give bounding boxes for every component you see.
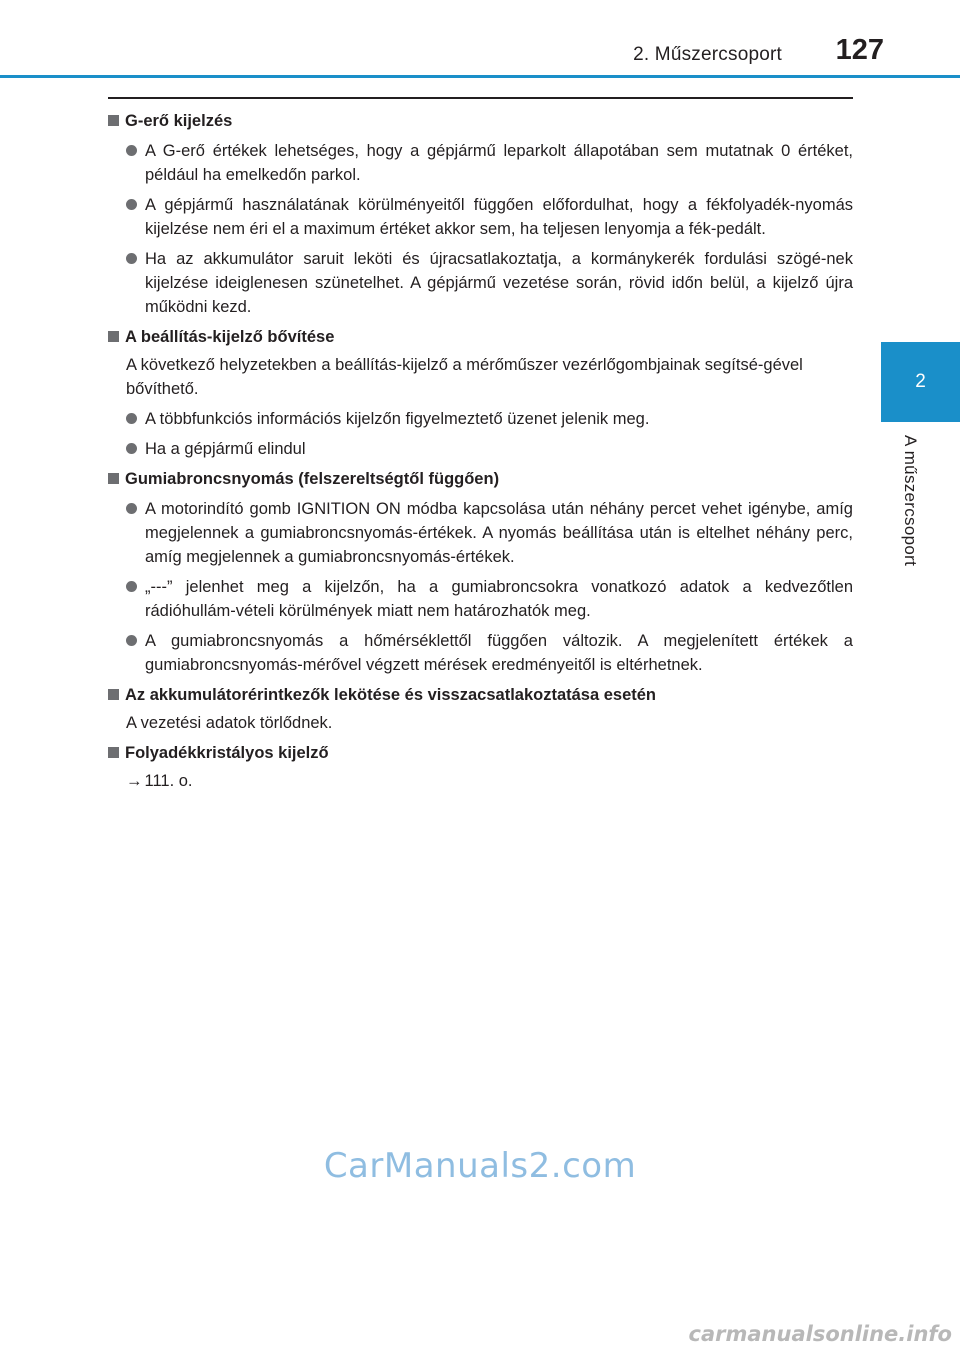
square-bullet-icon (108, 689, 119, 700)
list-item-text: A többfunkciós információs kijelzőn figyelmeztető üzenet jelenik meg. (145, 410, 650, 428)
list-item (126, 629, 853, 677)
square-bullet-icon (108, 473, 119, 484)
chapter-label: A műszercsoport (901, 435, 920, 567)
round-bullet-icon (126, 635, 137, 646)
square-bullet-icon (108, 115, 119, 126)
section-heading (108, 683, 853, 707)
section-intro: A vezetési adatok törlődnek. (126, 714, 333, 732)
list-item (126, 247, 853, 319)
list-item-text: A motorindító gomb IGNITION ON módba kapcsolása után néhány percet vehet igénybe, amíg megjelennek a gumiabroncsnyomás-értékek. A nyomás beállítása után is eltelhet néhány perc, amíg megjelennek a gumiabroncsnyomás-értékek. (145, 500, 853, 566)
footer-watermark: carmanualsonline.info (688, 1322, 952, 1346)
list-item-text: Ha a gépjármű elindul (145, 440, 306, 458)
list-item-text: A G-erő értékek lehetséges, hogy a gépjármű leparkolt állapotában sem mutatnak 0 értéket, például ha emelkedőn parkol. (145, 142, 853, 184)
section-heading (108, 109, 853, 133)
list-item-text: Ha az akkumulátor saruit leköti és újracsatlakoztatja, a kormánykerék fordulási szögé-nek kijelzése ideiglenesen szünetelhet. A gépjármű vezetése során, rövid időn belül, a kijelző újra működni kezd. (145, 250, 853, 316)
list-item (126, 437, 853, 461)
round-bullet-icon (126, 443, 137, 454)
square-bullet-icon (108, 331, 119, 342)
list-item (126, 139, 853, 187)
section-intro: A következő helyzetekben a beállítás-kijelző a mérőműszer vezérlőgombjainak segítsé-gével bővíthető. (126, 356, 803, 398)
section-heading-text: A beállítás-kijelző bővítése (125, 328, 335, 346)
round-bullet-icon (126, 581, 137, 592)
list-item (126, 193, 853, 241)
section-heading (108, 325, 853, 349)
list-item (126, 575, 853, 623)
arrow-right-icon: → (126, 772, 143, 790)
page-number: 127 (835, 34, 884, 66)
list-item (126, 497, 853, 569)
header-rule (0, 75, 960, 78)
page-content (108, 109, 853, 799)
page-reference-text: 111. o. (144, 772, 193, 790)
list-item-text: A gumiabroncsnyomás a hőmérséklettől függően változik. A megjelenített értékek a gumiabroncsnyomás-mérővel végzett mérések eredményeitől is eltérhetnek. (145, 632, 853, 674)
section-heading-text: Folyadékkristályos kijelző (125, 744, 329, 762)
chapter-tab[interactable]: 2 (881, 342, 960, 422)
round-bullet-icon (126, 253, 137, 264)
section-heading (108, 467, 853, 491)
list-item-text: A gépjármű használatának körülményeitől függően előfordulhat, hogy a fékfolyadék-nyomás kijelzése nem éri el a maximum értéket akkor sem, ha teljesen lenyomja a fék-pedált. (145, 196, 853, 238)
round-bullet-icon (126, 503, 137, 514)
section-title: 2. Műszercsoport (633, 44, 782, 65)
section-heading-text: Gumiabroncsnyomás (felszereltségtől függően) (125, 470, 500, 488)
round-bullet-icon (126, 145, 137, 156)
round-bullet-icon (126, 413, 137, 424)
section-heading-text: Az akkumulátorérintkezők lekötése és visszacsatlakoztatása esetén (125, 686, 657, 704)
list-item (126, 407, 853, 431)
watermark: CarManuals2.com (323, 1146, 637, 1186)
page-reference-link[interactable] (126, 769, 853, 793)
page-header (0, 0, 960, 80)
list-item-text: „---” jelenhet meg a kijelzőn, ha a gumiabroncsokra vonatkozó adatok a kedvezőtlen rádióhullám-vételi körülmények miatt nem határozhatók meg. (145, 578, 853, 620)
round-bullet-icon (126, 199, 137, 210)
section-heading (108, 741, 853, 765)
content-rule (108, 97, 853, 99)
section-heading-text: G-erő kijelzés (125, 112, 233, 130)
square-bullet-icon (108, 747, 119, 758)
